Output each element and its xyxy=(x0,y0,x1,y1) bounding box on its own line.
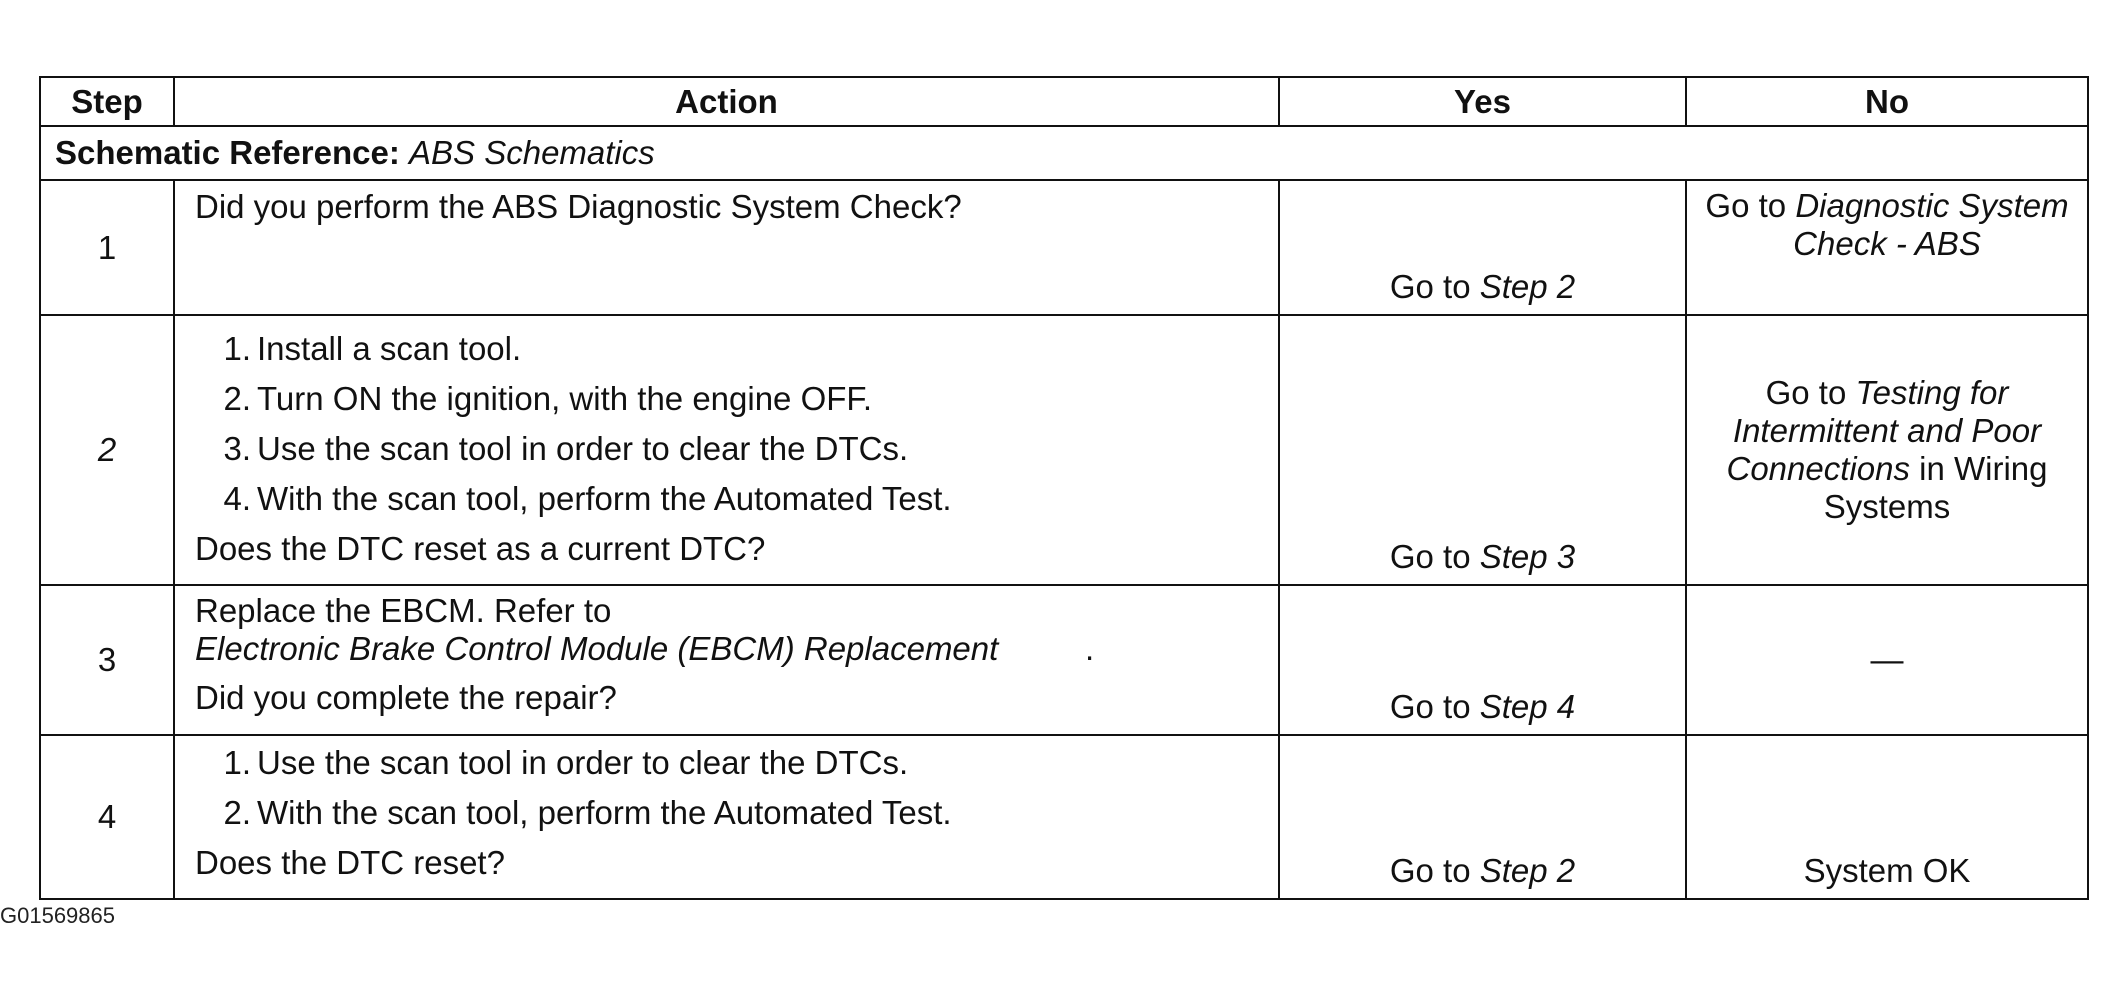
yes-cell xyxy=(1279,735,1686,899)
yes-step-link[interactable]: Step 3 xyxy=(1479,538,1576,575)
list-item: 2. Turn ON the ignition, with the engine OFF. xyxy=(223,380,873,417)
step-row-3 xyxy=(40,585,2088,735)
action-question: Did you perform the ABS Diagnostic System Check? xyxy=(195,188,962,225)
no-prefix: Go to xyxy=(1705,187,1796,224)
no-cell: System OK xyxy=(1686,735,2088,899)
list-item: 3. Use the scan tool in order to clear the DTCs. xyxy=(223,430,909,467)
yes-cell xyxy=(1279,585,1686,735)
step-number: 1 xyxy=(40,180,174,315)
yes-prefix: Go to xyxy=(1389,852,1480,889)
figure-id: G01569865 xyxy=(0,903,115,928)
action-question: Does the DTC reset as a current DTC? xyxy=(195,530,766,567)
yes-prefix: Go to xyxy=(1389,688,1480,725)
schematic-reference-label: Schematic Reference: xyxy=(55,134,400,171)
diagnostic-table xyxy=(39,76,2089,900)
step-row-1 xyxy=(40,180,2088,315)
no-suffix: in Wiring Systems xyxy=(1823,450,2048,525)
yes-cell xyxy=(1279,180,1686,315)
action-question: Does the DTC reset? xyxy=(195,844,505,881)
action-cell xyxy=(174,735,1279,899)
step-number: 3 xyxy=(40,585,174,735)
no-cell xyxy=(1686,180,2088,315)
yes-cell xyxy=(1279,315,1686,585)
instruction-link[interactable]: Electronic Brake Control Module (EBCM) Replacement xyxy=(195,630,999,667)
yes-step-link[interactable]: Step 4 xyxy=(1479,688,1576,725)
yes-prefix: Go to xyxy=(1389,268,1480,305)
action-question: Did you complete the repair? xyxy=(195,679,617,716)
header-row xyxy=(40,77,2088,126)
schematic-reference-row xyxy=(40,126,2088,180)
header-step: Step xyxy=(40,77,174,126)
schematic-reference xyxy=(40,126,2088,180)
header-yes: Yes xyxy=(1279,77,1686,126)
header-action: Action xyxy=(174,77,1279,126)
action-cell xyxy=(174,315,1279,585)
no-link[interactable]: Diagnostic System Check - ABS xyxy=(1793,187,2069,262)
schematic-reference-link[interactable]: ABS Schematics xyxy=(409,134,655,171)
list-item: 4. With the scan tool, perform the Automated Test. xyxy=(223,480,952,517)
step-number: 4 xyxy=(40,735,174,899)
no-prefix: Go to xyxy=(1765,374,1856,411)
no-cell: — xyxy=(1686,585,2088,735)
yes-prefix: Go to xyxy=(1389,538,1480,575)
action-cell xyxy=(174,585,1279,735)
action-cell xyxy=(174,180,1279,315)
yes-step-link[interactable]: Step 2 xyxy=(1479,852,1576,889)
list-item: 1. Use the scan tool in order to clear the DTCs. xyxy=(223,744,909,781)
yes-step-link[interactable]: Step 2 xyxy=(1479,268,1576,305)
no-link[interactable]: Testing for Intermittent and Poor Connections xyxy=(1726,374,2042,487)
step-row-2 xyxy=(40,315,2088,585)
step-row-4 xyxy=(40,735,2088,899)
list-item: 1. Install a scan tool. xyxy=(223,330,522,367)
step-number: 2 xyxy=(40,315,174,585)
no-cell xyxy=(1686,315,2088,585)
list-item: 2. With the scan tool, perform the Automated Test. xyxy=(223,794,952,831)
header-no: No xyxy=(1686,77,2088,126)
action-instruction: Replace the EBCM. Refer to Electronic Brake Control Module (EBCM) Replacement . xyxy=(195,592,1095,667)
